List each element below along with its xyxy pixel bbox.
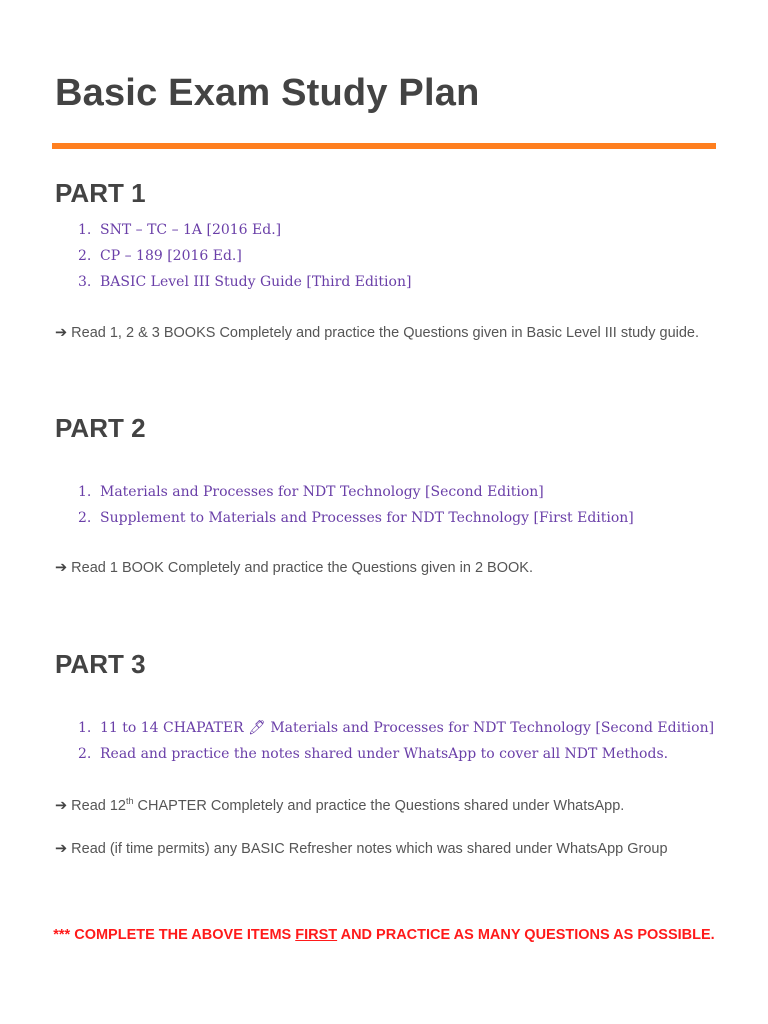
list-item-number: 2. — [78, 746, 92, 762]
reminder-text-end: AND PRACTICE AS MANY QUESTIONS AS POSSIBLE. — [337, 927, 715, 943]
list-item-text: CP – 189 [2016 Ed.] — [100, 248, 242, 264]
part-2-note — [55, 558, 533, 578]
list-item-number: 1. — [78, 222, 92, 238]
list-item-text: Materials and Processes for NDT Technology [Second Edition] — [100, 484, 544, 500]
part-1-book-list — [78, 217, 411, 295]
ordinal-suffix: th — [125, 796, 134, 807]
list-item-text: SNT – TC – 1A [2016 Ed.] — [100, 222, 282, 238]
list-item-text: Read and practice the notes shared under WhatsApp to cover all NDT Methods. — [100, 746, 669, 762]
list-item-text: Supplement to Materials and Processes for NDT Technology [First Edition] — [100, 510, 634, 526]
list-item-number: 3. — [78, 274, 92, 290]
list-item-number: 2. — [78, 510, 92, 526]
reminder-text-start: *** COMPLETE THE ABOVE ITEMS — [53, 927, 296, 943]
part-2-heading: PART 2 — [55, 413, 146, 443]
note-text-start: Read 12 — [71, 798, 126, 814]
list-item-number: 1. — [78, 484, 92, 500]
list-item — [78, 269, 411, 295]
part-2-book-list — [78, 479, 634, 531]
list-item — [78, 243, 411, 269]
arrow-icon: ➔ — [55, 798, 68, 814]
part-3-heading: PART 3 — [55, 649, 146, 679]
list-item-text: BASIC Level III Study Guide [Third Edition] — [100, 274, 412, 290]
list-item — [78, 505, 634, 531]
list-item — [78, 217, 411, 243]
list-item-number: 2. — [78, 248, 92, 264]
part-3-note-2 — [55, 839, 668, 859]
part-1-note — [55, 323, 699, 343]
arrow-icon: ➔ — [55, 325, 68, 341]
part-3-note-1 — [55, 796, 624, 816]
arrow-icon: ➔ — [55, 841, 68, 857]
note-text: Read 1, 2 & 3 BOOKS Completely and practice the Questions given in Basic Level III study guide. — [71, 325, 700, 341]
list-item-text: 11 to 14 CHAPATER 🖊 Materials and Processes for NDT Technology [Second Edition] — [100, 720, 715, 736]
note-text-end: CHAPTER Completely and practice the Questions shared under WhatsApp. — [133, 798, 625, 814]
title-divider — [52, 143, 716, 149]
part-3-book-list — [78, 715, 714, 767]
completion-reminder — [0, 925, 768, 945]
list-item — [78, 741, 714, 767]
page-title: Basic Exam Study Plan — [55, 72, 480, 114]
list-item-number: 1. — [78, 720, 92, 736]
arrow-icon: ➔ — [55, 560, 68, 576]
reminder-emphasis: FIRST — [295, 927, 338, 943]
part-1-heading: PART 1 — [55, 178, 146, 208]
list-item — [78, 479, 634, 505]
note-text: Read 1 BOOK Completely and practice the Questions given in 2 BOOK. — [71, 560, 533, 576]
list-item — [78, 715, 714, 741]
note-text: Read (if time permits) any BASIC Refresher notes which was shared under WhatsApp Group — [71, 841, 668, 857]
